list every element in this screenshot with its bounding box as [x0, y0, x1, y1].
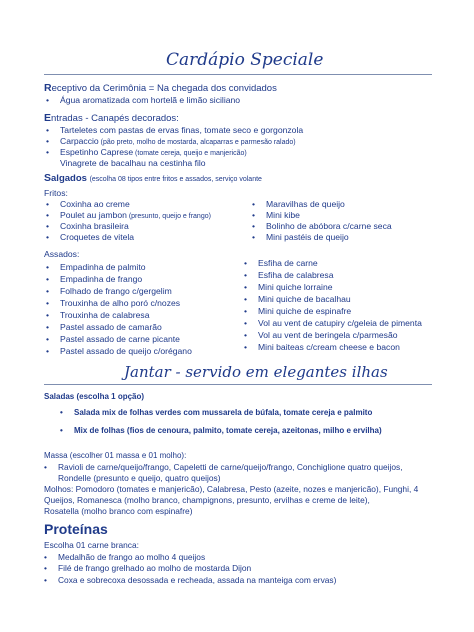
assados-item: • Empadinha de frango: [60, 274, 142, 284]
fritos-item: [60, 210, 211, 220]
salgados-initial: S: [44, 172, 52, 184]
entradas-item: [60, 147, 247, 157]
assados-item: • Vol au vent de catupiry c/geleia de pimenta: [258, 318, 422, 328]
salada-item: • Salada mix de folhas verdes com mussarela de búfala, tomate cereja e palmito: [74, 408, 372, 417]
assados-label: Assados:: [44, 249, 80, 259]
assados-item: • Pastel assado de camarão: [60, 322, 162, 332]
assados-item: • Mini quiche de espinafre: [258, 306, 351, 316]
entradas-item-note: (tomate cereja, queijo e manjericão): [133, 150, 247, 157]
molhos-line: Molhos: Pomodoro (tomates e manjericão), Calabresa, Pesto (azeite, nozes e manjericão), Funghi, 4: [44, 484, 419, 494]
fritos-item: • Coxinha ao creme: [60, 199, 130, 209]
fritos-item: • Mini pastéis de queijo: [266, 232, 349, 242]
entradas-item: [60, 136, 296, 146]
proteina-item: • Medalhão de frango ao molho 4 queijos: [58, 552, 205, 562]
salgados-note: (escolha 08 tipos entre fritos e assados, serviço volante: [89, 176, 262, 183]
page-title: Cardápio Speciale: [166, 50, 324, 70]
molhos-line: Queijos, Romanesca (molho branco, champignons, presunto, ervilhas e creme de leite),: [44, 495, 370, 505]
entradas-heading: [44, 112, 179, 124]
entradas-item: [60, 158, 206, 168]
salgados-heading-text: algados: [51, 173, 87, 184]
proteina-item: • Filé de frango grelhado ao molho de mostarda Dijon: [58, 563, 251, 573]
receptivo-item: • Água aromatizada com hortelã e limão siciliano: [60, 95, 240, 105]
entradas-item-text: Vinagrete de bacalhau na cestinha filo: [60, 158, 206, 168]
massa-line: • Ravioli de carne/queijo/frango, Capeletti de carne/queijo/frango, Conchiglione quatro queijos,: [58, 462, 403, 472]
fritos-item: • Croquetes de vitela: [60, 232, 134, 242]
assados-item: • Trouxinha de calabresa: [60, 310, 150, 320]
fritos-item: • Mini kibe: [266, 210, 300, 220]
entradas-item: [60, 125, 303, 135]
assados-item: • Mini quiche lorraine: [258, 282, 333, 292]
fritos-item: • Coxinha brasileira: [60, 221, 129, 231]
fritos-item-note: (presunto, queijo e frango): [126, 213, 211, 220]
fritos-item-text: Poulet au jambon: [60, 210, 127, 220]
assados-item: • Esfiha de calabresa: [258, 270, 333, 280]
entradas-initial: E: [44, 112, 52, 124]
jantar-title: Jantar - servido em elegantes ilhas: [124, 363, 388, 381]
jantar-rule: [44, 384, 432, 385]
receptivo-initial: R: [44, 82, 52, 94]
assados-item: • Folhado de frango c/gergelim: [60, 286, 172, 296]
massa-line: Rondelle (presunto e queijo, quatro queijos): [58, 473, 221, 483]
assados-item: • Mini baiteas c/cream cheese e bacon: [258, 342, 400, 352]
salada-item: • Mix de folhas (fios de cenoura, palmito, tomate cereja, azeitonas, milho e ervilha): [74, 426, 382, 435]
entradas-item-text: Espetinho Caprese: [60, 147, 134, 157]
assados-item: • Pastel assado de queijo c/orégano: [60, 346, 192, 356]
assados-item: • Mini quiche de bacalhau: [258, 294, 351, 304]
proteinas-title: Proteínas: [44, 521, 108, 537]
receptivo-heading-text: eceptivo da Cerimônia = Na chegada dos convidados: [51, 83, 277, 94]
assados-item: • Esfiha de carne: [258, 258, 318, 268]
fritos-item: • Bolinho de abóbora c/carne seca: [266, 221, 392, 231]
molhos-line: Rosatella (molho branco com espinafre): [44, 506, 193, 516]
assados-item: • Trouxinha de alho poró c/nozes: [60, 298, 180, 308]
title-rule: [44, 74, 432, 75]
saladas-label: Saladas (escolha 1 opção): [44, 392, 145, 401]
entradas-item-note: (pão preto, molho de mostarda, alcaparras e parmesão ralado): [98, 139, 296, 146]
massa-label: Massa (escolher 01 massa e 01 molho):: [44, 451, 187, 460]
salgados-heading: [44, 172, 262, 184]
fritos-item: • Maravilhas de queijo: [266, 199, 345, 209]
proteinas-label: Escolha 01 carne branca:: [44, 540, 139, 550]
entradas-item-text: Tarteletes com pastas de ervas finas, tomate seco e gorgonzola: [60, 125, 304, 135]
fritos-label: Fritos:: [44, 188, 68, 198]
proteina-item: • Coxa e sobrecoxa desossada e recheada, assada na manteiga com ervas): [58, 575, 336, 585]
assados-item: • Pastel assado de carne picante: [60, 334, 180, 344]
receptivo-heading: [44, 82, 277, 94]
entradas-item-text: Carpaccio: [60, 136, 99, 146]
entradas-heading-text: ntradas - Canapés decorados:: [51, 113, 179, 124]
assados-item: • Vol au vent de beringela c/parmesão: [258, 330, 398, 340]
assados-item: • Empadinha de palmito: [60, 262, 146, 272]
